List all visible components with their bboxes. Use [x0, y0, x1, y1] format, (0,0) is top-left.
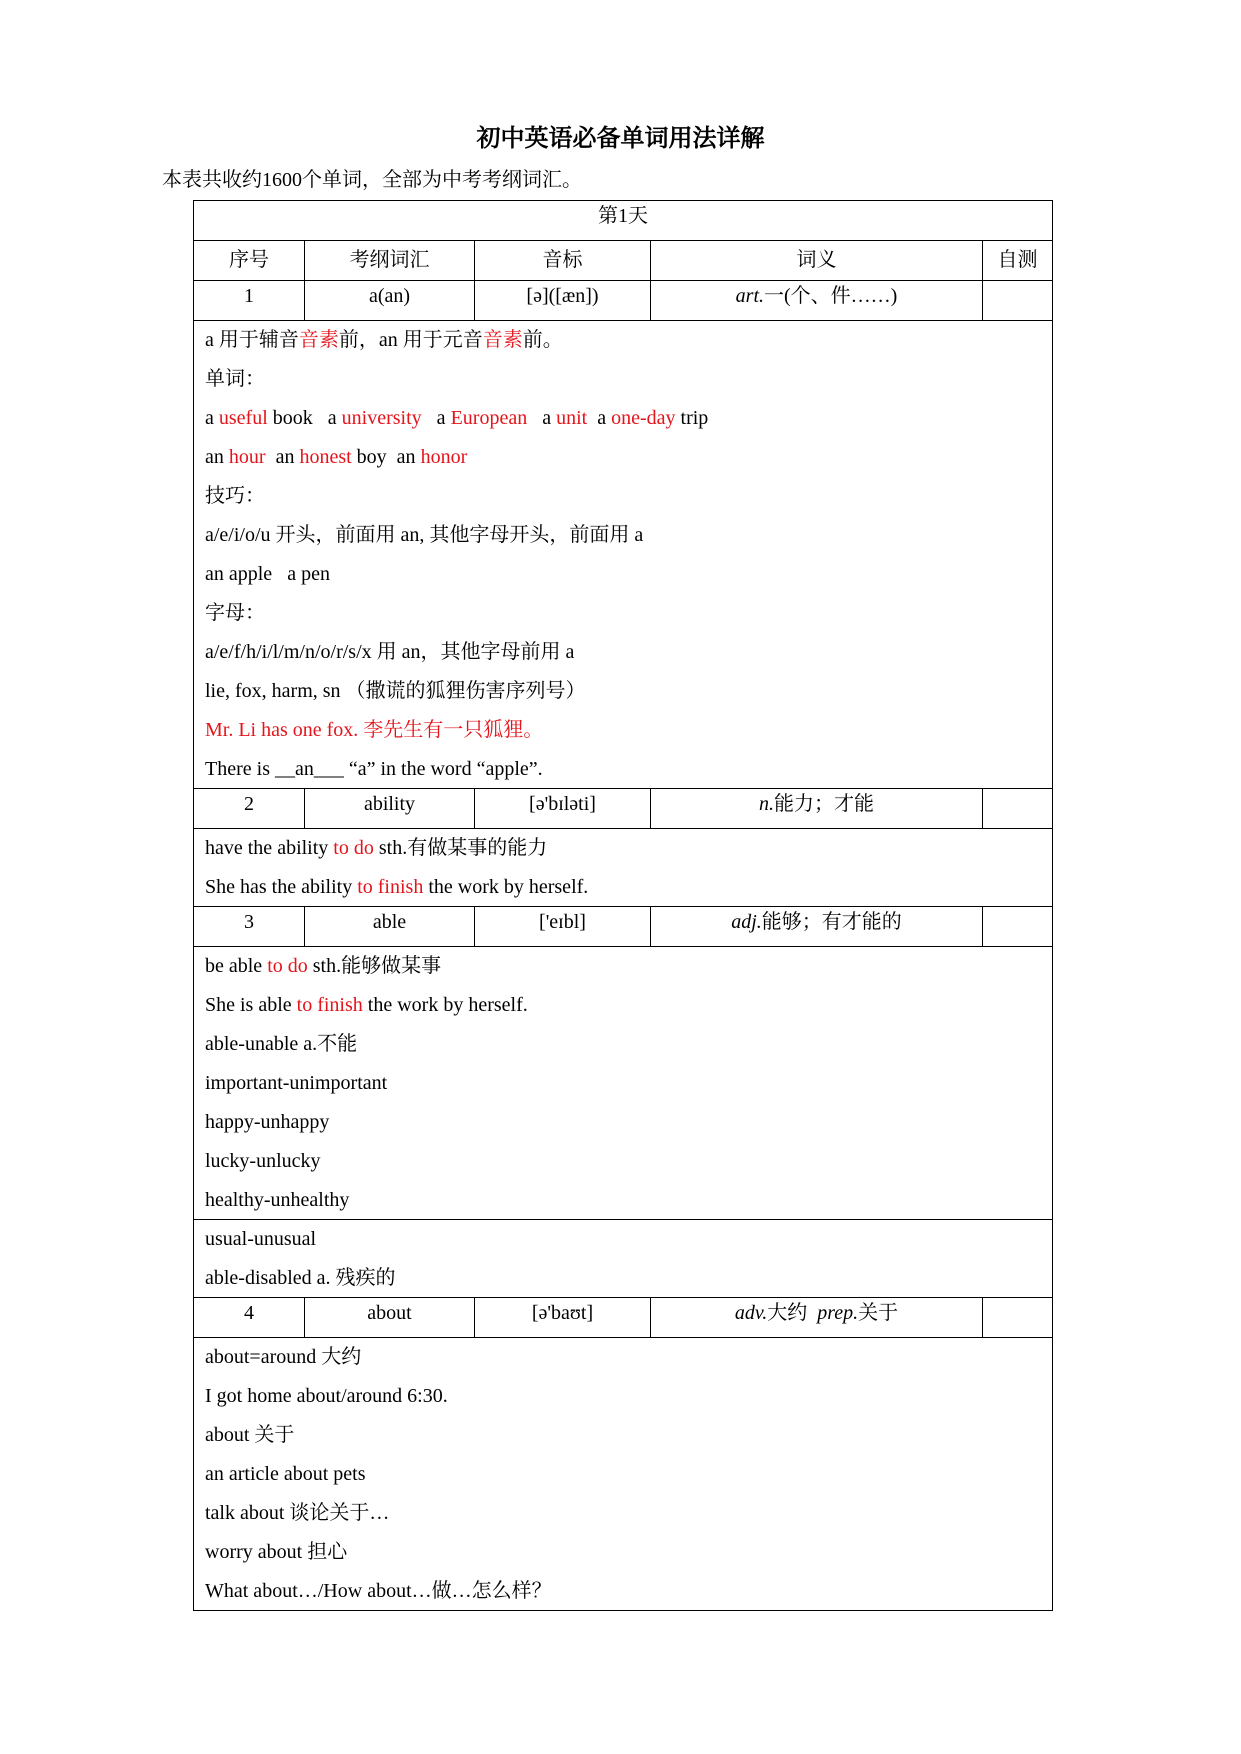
usage-notes — [194, 947, 1053, 1220]
note-text: 字母： — [205, 602, 265, 624]
note-text: an — [205, 446, 229, 468]
note-text: be able — [205, 955, 268, 977]
note-line — [205, 325, 1041, 364]
meaning-text: 一(个、件……) — [764, 285, 898, 307]
note-line — [205, 715, 1041, 754]
note-line — [205, 364, 1041, 403]
note-text: There is __an___ “a” in the word “apple”. — [205, 758, 543, 780]
word-phonetic: [ə'bɪləti] — [475, 789, 651, 829]
usage-notes-continued — [194, 1220, 1053, 1298]
header-no: 序号 — [194, 241, 305, 281]
header-self-test: 自测 — [983, 241, 1053, 281]
highlight-text: 音素 — [482, 329, 523, 351]
word-text: about — [305, 1298, 475, 1338]
note-text: book a — [267, 407, 342, 429]
note-text: lucky-unlucky — [205, 1150, 321, 1172]
note-text: a — [205, 407, 219, 429]
part-of-speech: adv. — [734, 1302, 768, 1324]
highlight-text: hour — [228, 446, 266, 468]
word-row — [194, 907, 1053, 947]
note-text: talk about 谈论关于… — [205, 1502, 390, 1524]
note-text: able-unable a.不能 — [205, 1033, 358, 1055]
day-label: 第1天 — [194, 201, 1053, 241]
usage-notes — [194, 321, 1053, 789]
note-text: important-unimportant — [205, 1072, 388, 1094]
word-phonetic: [ə'baʊt] — [475, 1298, 651, 1338]
note-text: a — [527, 407, 557, 429]
word-no: 2 — [194, 789, 305, 829]
note-line — [205, 559, 1041, 598]
word-row — [194, 1298, 1053, 1338]
note-line — [205, 833, 1041, 872]
note-line — [205, 598, 1041, 637]
word-meaning — [651, 907, 983, 947]
note-line — [205, 1459, 1041, 1498]
note-line — [205, 1185, 1041, 1215]
note-line — [205, 1224, 1041, 1263]
note-text: an article about pets — [205, 1463, 366, 1485]
note-line — [205, 754, 1041, 784]
part-of-speech: art. — [735, 285, 764, 307]
note-line — [205, 1576, 1041, 1606]
note-text: a/e/i/o/u 开头，前面用 an, 其他字母开头，前面用 a — [205, 524, 644, 546]
note-line — [205, 990, 1041, 1029]
usage-notes — [194, 829, 1053, 907]
highlight-text: honest — [299, 446, 352, 468]
note-text: a 用于辅音 — [205, 329, 299, 351]
note-text: 单词： — [205, 368, 265, 390]
note-text: sth.能够做某事 — [307, 955, 442, 977]
note-text: 前，an 用于元音 — [338, 329, 483, 351]
note-text: 技巧： — [205, 485, 265, 507]
note-line — [205, 872, 1041, 902]
meaning-text-2: 关于 — [858, 1302, 899, 1324]
note-text: She is able — [205, 994, 297, 1016]
note-text: the work by herself. — [423, 876, 589, 898]
note-text: a — [421, 407, 451, 429]
vocabulary-table — [193, 200, 1053, 1611]
part-of-speech: n. — [759, 793, 774, 815]
note-text: a — [587, 407, 612, 429]
note-text: trip — [675, 407, 709, 429]
note-line — [205, 1263, 1041, 1293]
note-line — [205, 520, 1041, 559]
meaning-text: 能够；有才能的 — [761, 911, 902, 933]
word-text: ability — [305, 789, 475, 829]
note-line — [205, 1029, 1041, 1068]
highlight-text: honor — [420, 446, 468, 468]
word-meaning — [651, 281, 983, 321]
note-text: sth.有做某事的能力 — [373, 837, 548, 859]
highlight-text: European — [450, 407, 528, 429]
highlight-text: unit — [556, 407, 588, 429]
note-line — [205, 1068, 1041, 1107]
note-text: able-disabled a. 残疾的 — [205, 1267, 396, 1289]
word-row — [194, 281, 1053, 321]
note-text: a/e/f/h/i/l/m/n/o/r/s/x 用 an，其他字母前用 a — [205, 641, 575, 663]
note-line — [205, 676, 1041, 715]
note-line — [205, 442, 1041, 481]
note-line — [205, 1146, 1041, 1185]
word-no: 4 — [194, 1298, 305, 1338]
part-of-speech-2: prep. — [817, 1302, 859, 1324]
note-text: usual-unusual — [205, 1228, 317, 1250]
note-text: She has the ability — [205, 876, 358, 898]
note-text: happy-unhappy — [205, 1111, 330, 1133]
header-word: 考纲词汇 — [305, 241, 475, 281]
note-line — [205, 1498, 1041, 1537]
note-text: healthy-unhealthy — [205, 1189, 350, 1211]
word-row — [194, 789, 1053, 829]
intro-text: 本表共收约1600个单词，全部为中考考纲词汇。 — [162, 169, 582, 191]
self-test-cell[interactable] — [983, 789, 1053, 829]
note-line — [205, 403, 1041, 442]
highlight-text: to do — [267, 955, 308, 977]
word-phonetic: ['eɪbl] — [475, 907, 651, 947]
note-text: have the ability — [205, 837, 334, 859]
note-line — [205, 481, 1041, 520]
part-of-speech: adj. — [731, 911, 762, 933]
note-text: lie, fox, harm, sn （撒谎的狐狸伤害序列号） — [205, 680, 586, 702]
note-line — [205, 637, 1041, 676]
note-line — [205, 1342, 1041, 1381]
note-text: an apple a pen — [205, 563, 330, 585]
note-text: about=around 大约 — [205, 1346, 362, 1368]
meaning-text: 大约 — [767, 1302, 808, 1324]
usage-notes — [194, 1338, 1053, 1611]
highlight-text: useful — [218, 407, 268, 429]
highlight-text: 音素 — [298, 329, 339, 351]
highlight-text: to finish — [296, 994, 363, 1016]
self-test-cell[interactable] — [983, 907, 1053, 947]
note-text: an — [265, 446, 300, 468]
note-text: about 关于 — [205, 1424, 295, 1446]
highlight-text: university — [341, 407, 422, 429]
note-line — [205, 951, 1041, 990]
highlight-text: one-day — [611, 407, 676, 429]
note-text: 前。 — [522, 329, 563, 351]
meaning-text: 能力；才能 — [774, 793, 874, 815]
page-title: 初中英语必备单词用法详解 — [476, 124, 765, 152]
word-text: a(an) — [305, 281, 475, 321]
note-line — [205, 1107, 1041, 1146]
word-text: able — [305, 907, 475, 947]
note-line — [205, 1420, 1041, 1459]
self-test-cell[interactable] — [983, 281, 1053, 321]
word-meaning — [651, 1298, 983, 1338]
header-meaning: 词义 — [651, 241, 983, 281]
note-line — [205, 1537, 1041, 1576]
note-line — [205, 1381, 1041, 1420]
word-no: 1 — [194, 281, 305, 321]
highlight-text: Mr. Li has one fox. 李先生有一只狐狸。 — [205, 719, 544, 741]
word-no: 3 — [194, 907, 305, 947]
word-meaning — [651, 789, 983, 829]
highlight-text: to finish — [357, 876, 424, 898]
note-text: What about…/How about…做…怎么样？ — [205, 1580, 552, 1602]
word-phonetic: [ə]([æn]) — [475, 281, 651, 321]
highlight-text: to do — [333, 837, 374, 859]
note-text: worry about 担心 — [205, 1541, 348, 1563]
self-test-cell[interactable] — [983, 1298, 1053, 1338]
note-text: I got home about/around 6:30. — [205, 1385, 448, 1407]
note-text: boy an — [351, 446, 421, 468]
header-phonetic: 音标 — [475, 241, 651, 281]
note-text: the work by herself. — [362, 994, 528, 1016]
